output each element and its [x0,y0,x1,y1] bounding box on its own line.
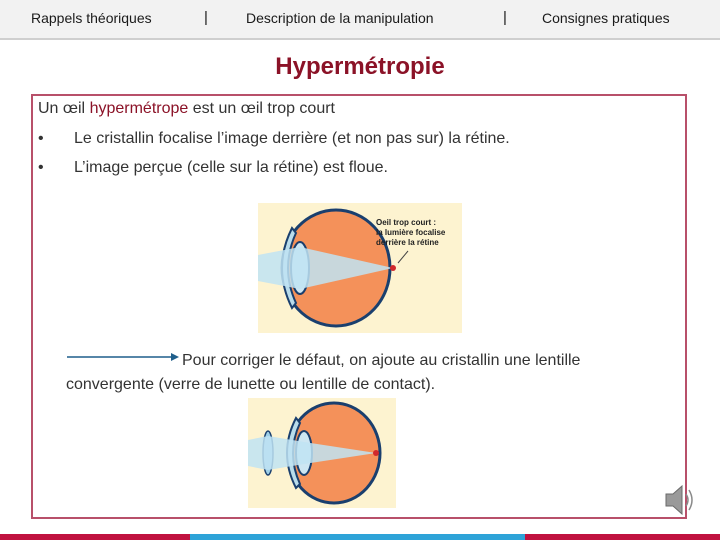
bottom-bar-red-left [0,534,190,540]
annotation-line3: derrière la rétine [376,238,439,247]
annotation-line1: Oeil trop court : [376,218,436,227]
correction-text [66,349,666,397]
tab-consignes-pratiques[interactable]: Consignes pratiques [542,10,670,26]
eye-diagram-corrected [248,398,396,508]
top-navigation-bar [0,0,720,38]
intro-text [38,100,335,118]
bullet-text: Le cristallin focalise l’image derrière (et non pas sur) la rétine. [74,130,510,147]
bottom-color-bar [0,534,720,540]
nav-separator: | [503,9,507,26]
intro-suffix: est un œil trop court [188,100,335,117]
tab-rappels-theoriques[interactable]: Rappels théoriques [31,10,152,26]
annotation-line2: la lumière focalise [376,228,446,237]
bullet-text: L’image perçue (celle sur la rétine) est floue. [74,159,388,176]
page-title: Hypermétropie [275,53,445,80]
correction-sentence: Pour corriger le défaut, on ajoute au cristallin une lentille convergente (verre de lunette ou lentille de contact). [66,352,581,393]
list-item [38,159,388,177]
intro-prefix: Un œil [38,100,90,117]
intro-highlight: hypermétrope [89,100,189,117]
focus-point [373,450,379,456]
tab-description-manipulation[interactable]: Description de la manipulation [246,10,434,26]
nav-separator: | [204,9,208,26]
bottom-bar-blue [190,534,525,540]
speaker-icon[interactable] [662,480,698,520]
focus-point [390,265,396,271]
bullet-marker: • [38,130,44,147]
header-divider [0,38,720,40]
eye-diagram-hyperopia [258,203,462,333]
bullet-marker: • [38,159,44,176]
list-item [38,130,510,148]
bottom-bar-red-right [525,534,720,540]
